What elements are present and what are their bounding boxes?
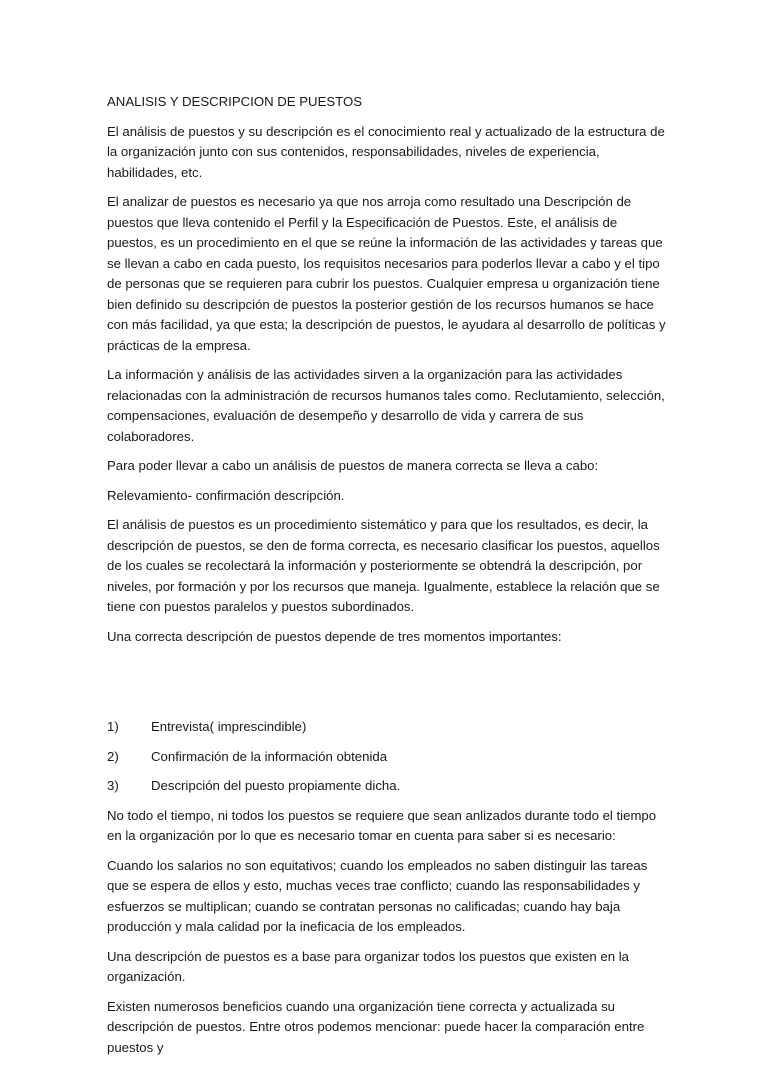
list-text: Entrevista( imprescindible): [151, 719, 307, 734]
paragraph-benefits: Existen numerosos beneficios cuando una organización tiene correcta y actualizada su descripción de puestos. Entre otros podemos mencionar: puede hacer la comparación entre puestos y: [107, 998, 645, 1055]
list-number: 1): [107, 719, 119, 734]
paragraph-information-use: La información y análisis de las actividades sirven a la organización para las actividades relacionadas con la administración de recursos humanos tales como. Reclutamiento, selección, compensaciones, evaluación de desempeño y desarrollo de vida y carrera de sus colaboradores.: [107, 367, 665, 444]
paragraph-procedure-intro: Para poder llevar a cabo un análisis de puestos de manera correcta se lleva a cabo:: [107, 458, 599, 473]
list-text: Confirmación de la información obtenida: [151, 748, 388, 764]
paragraph-systematic-procedure: El análisis de puestos es un procedimiento sistemático y para que los resultados, es decir, la descripción de puestos, se den de forma correcta, es necesario clasificar los puestos, aquellos de los cuales se recolectará la información y posteriormente se obtendrá la descripción, por niveles, por formación y por los recursos que maneja. Igualmente, establece la relación que se tiene con puestos paralelos y puestos subordinados.: [107, 517, 660, 614]
paragraph-steps: Relevamiento- confirmación descripción.: [107, 487, 345, 503]
document-title: ANALISIS Y DESCRIPCION DE PUESTOS: [107, 94, 363, 109]
list-item: [107, 717, 667, 738]
paragraph-base: Una descripción de puestos es a base para organizar todos los puestos que existen en la organización.: [107, 948, 629, 984]
list-item: [107, 747, 667, 768]
paragraph-definition: El análisis de puestos y su descripción es el conocimiento real y actualizado de la estructura de la organización junto con sus contenidos, responsabilidades, niveles de experiencia, habilidades, etc.: [107, 123, 665, 180]
paragraph-conditions: Cuando los salarios no son equitativos; cuando los empleados no saben distinguir las tareas que se espera de ellos y esto, muchas veces trae conflicto; cuando las responsabilidades y esfuerzos se multiplican; cuando se contratan personas no calificadas; cuando hay baja producción y mala calidad por la ineficacia de los empleados.: [107, 857, 648, 934]
list-item: [107, 776, 667, 797]
list-number: 2): [107, 748, 119, 764]
list-number: 3): [107, 778, 119, 793]
document-page: [107, 92, 667, 1067]
paragraph-three-moments: Una correcta descripción de puestos depende de tres momentos importantes:: [107, 628, 562, 644]
list-text: Descripción del puesto propiamente dicha.: [151, 778, 401, 793]
blank-space: [107, 656, 667, 717]
paragraph-timing: No todo el tiempo, ni todos los puestos se requiere que sean anlizados durante todo el tiempo en la organización por lo que es necesario tomar en cuenta para saber si es necesario:: [107, 807, 657, 843]
paragraph-analysis-purpose: El analizar de puestos es necesario ya que nos arroja como resultado una Descripción de puestos que lleva contenido el Perfil y la Especificación de Puestos. Este, el análisis de puestos, es un procedimiento en el que se reúne la información de las actividades y tareas que se llevan a cabo en cada puesto, los requisitos necesarios para poderlos llevar a cabo y el tipo de personas que se requieren para cubrir los puestos. Cualquier empresa u organización tiene bien definido su descripción de puestos la posterior gestión de los recursos humanos se hace con más facilidad, ya que esta; la descripción de puestos, le ayudara al desarrollo de políticas y prácticas de la empresa.: [107, 194, 666, 353]
